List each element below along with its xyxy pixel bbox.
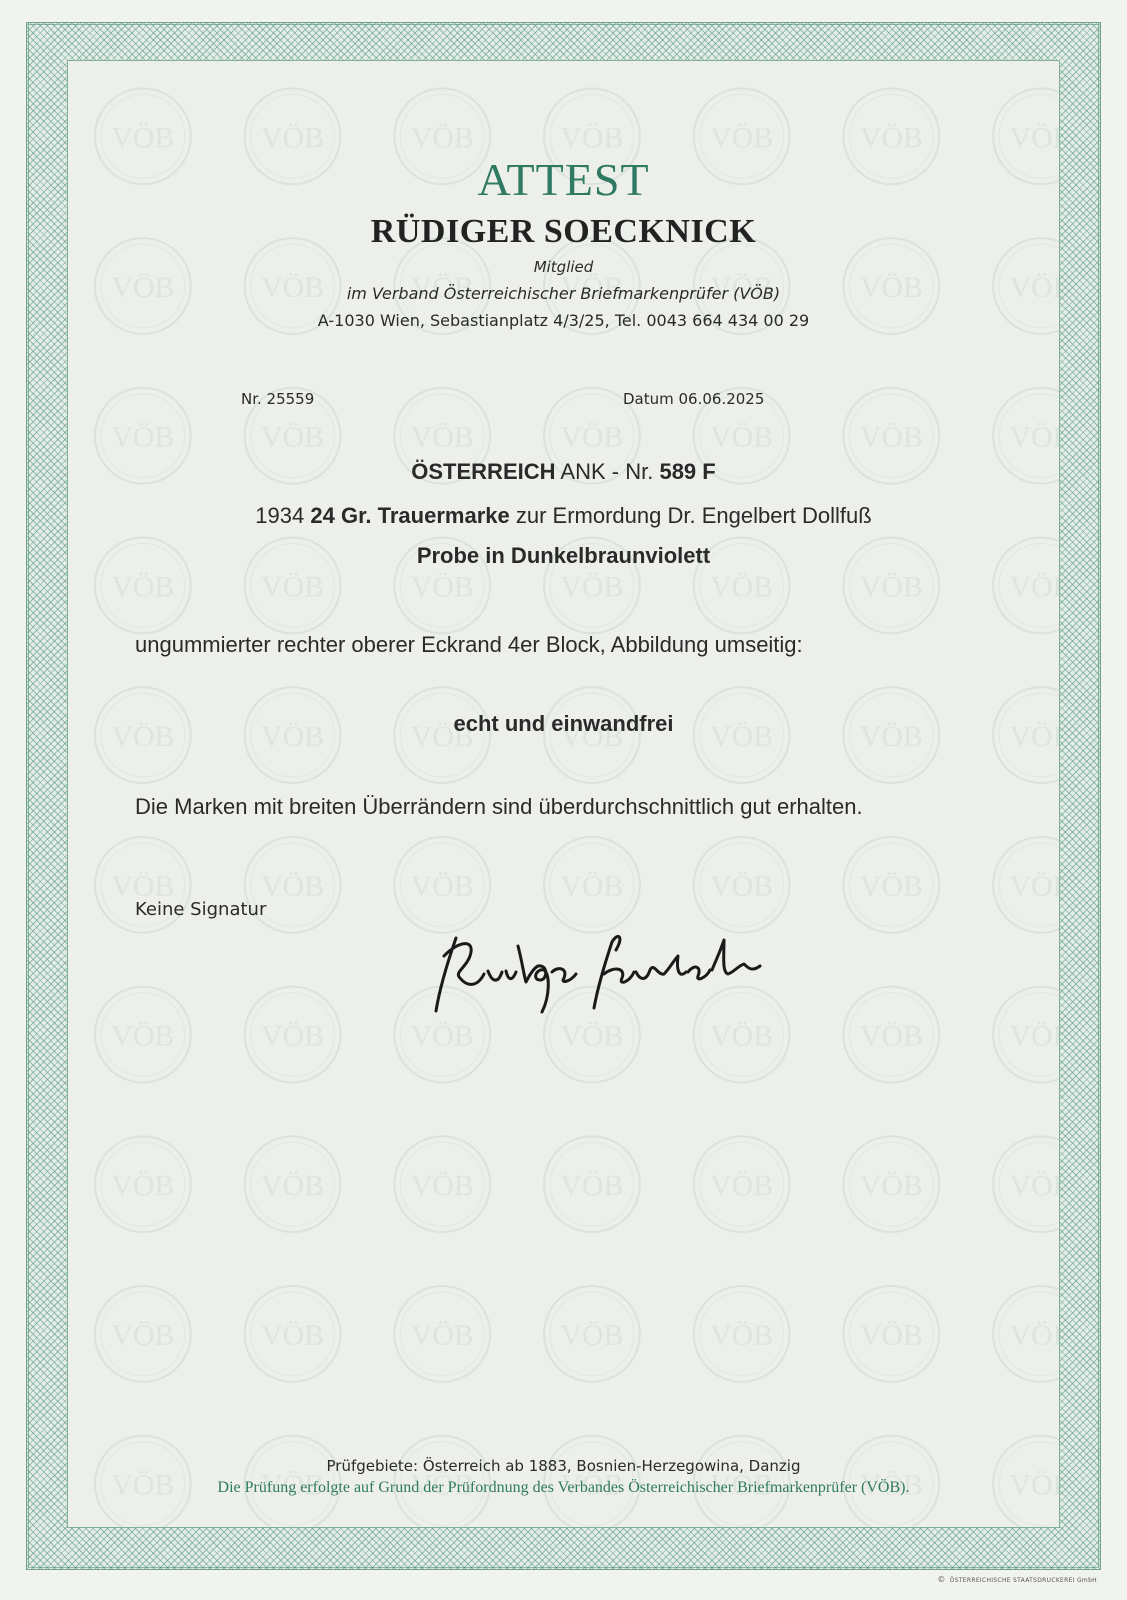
signature-note: Keine Signatur bbox=[135, 899, 267, 920]
stamp-subject: zur Ermordung Dr. Engelbert Dollfuß bbox=[515, 503, 872, 528]
stamp-variant: Probe in Dunkelbraunviolett bbox=[416, 543, 711, 568]
certificate-body bbox=[67, 60, 1060, 1528]
stamp-year: 1934 bbox=[255, 503, 305, 528]
membership-label: Mitglied bbox=[533, 258, 594, 276]
item-description: ungummierter rechter oberer Eckrand 4er Block, Abbildung umseitig: bbox=[135, 632, 803, 657]
verdict: echt und einwandfrei bbox=[453, 711, 674, 736]
printer-imprint bbox=[937, 1575, 1097, 1584]
item-catalog-line bbox=[68, 459, 1059, 485]
stamp-title: 24 Gr. Trauermarke bbox=[310, 503, 510, 528]
handwritten-signature bbox=[418, 916, 778, 1026]
examination-basis: Die Prüfung erfolgte auf Grund der Prüfordnung des Verbandes Österreichischer Briefmarkenprüfer (VÖB). bbox=[217, 1479, 910, 1496]
copyright-icon: © bbox=[937, 1575, 946, 1584]
condition-remark: Die Marken mit breiten Überrändern sind überdurchschnittlich gut erhalten. bbox=[135, 794, 863, 819]
examination-areas: Prüfgebiete: Österreich ab 1883, Bosnien-Herzegowina, Danzig bbox=[326, 1457, 801, 1475]
expert-address: A-1030 Wien, Sebastianplatz 4/3/25, Tel. 0043 664 434 00 29 bbox=[317, 311, 810, 330]
printer-name: ÖSTERREICHISCHE STAATSDRUCKEREI GmbH bbox=[949, 1577, 1097, 1584]
expert-name: RÜDIGER SOECKNICK bbox=[370, 213, 757, 250]
catalog-label: ANK - Nr. bbox=[560, 459, 654, 484]
certificate-date: Datum 06.06.2025 bbox=[623, 390, 765, 408]
country-name: ÖSTERREICH bbox=[411, 459, 556, 484]
certificate-title: ATTEST bbox=[477, 154, 650, 205]
stamp-description-line bbox=[68, 503, 1059, 529]
association-line: im Verband Österreichischer Briefmarkenprüfer (VÖB) bbox=[346, 284, 781, 303]
certificate-number: Nr. 25559 bbox=[241, 390, 315, 408]
catalog-number: 589 F bbox=[659, 459, 716, 484]
